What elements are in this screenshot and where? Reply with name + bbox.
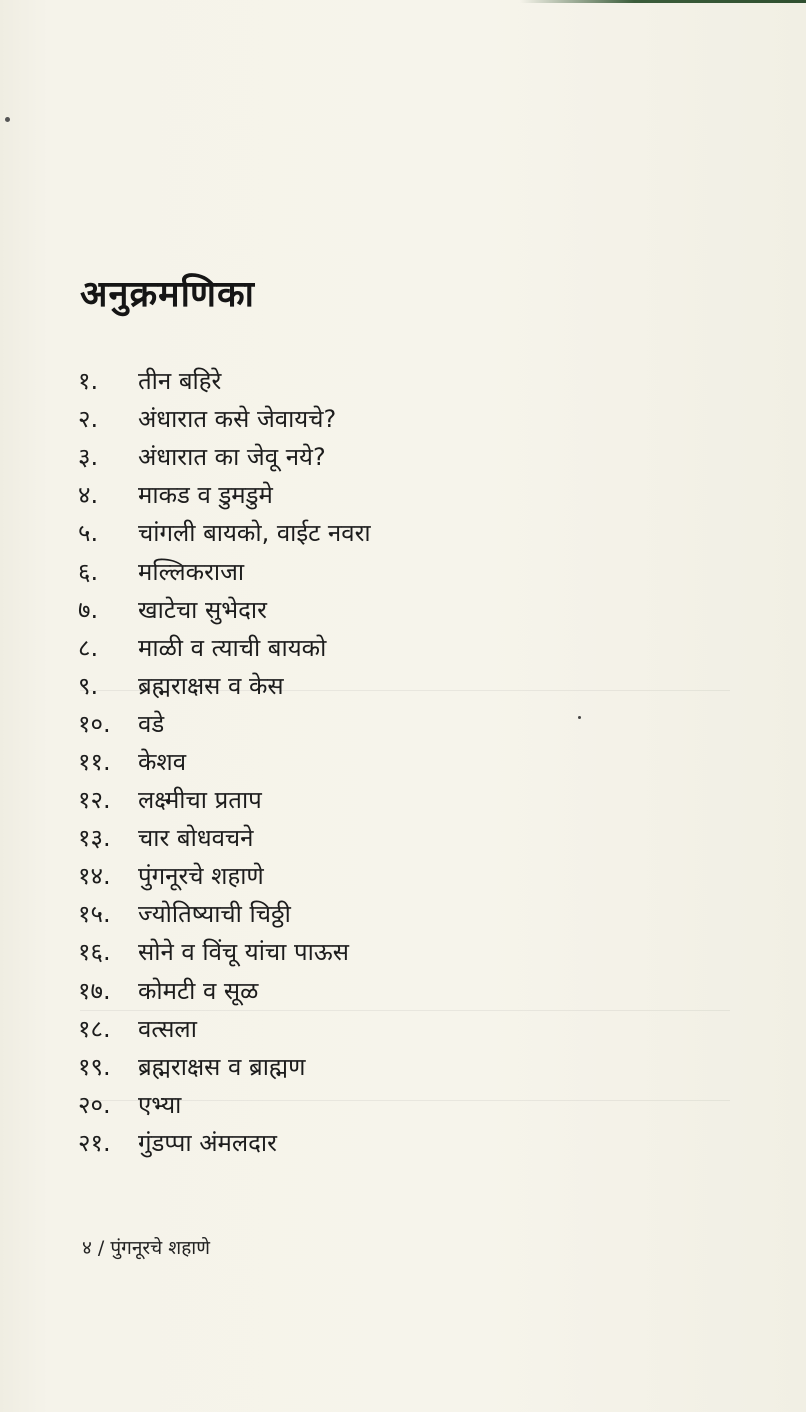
toc-entry-title: गुंडप्पा अंमलदार (138, 1128, 277, 1157)
toc-entry-title: तीन बहिरे (138, 367, 222, 396)
toc-entry-number: १. (78, 367, 99, 396)
toc-entry (78, 438, 638, 476)
toc-entry-number: ३. (78, 443, 99, 472)
toc-entry-number: १६. (78, 938, 111, 967)
toc-entry-number: २. (78, 405, 99, 434)
toc-entry-title: कोमटी व सूळ (138, 976, 259, 1005)
toc-entry-number: १७. (78, 976, 111, 1005)
toc-entry-title: पुंगनूरचे शहाणे (138, 862, 264, 891)
page-title: अनुक्रमणिका (80, 274, 255, 315)
page-top-edge (520, 0, 806, 3)
toc-entry-title: वडे (138, 709, 165, 738)
toc-entry-number: १४. (78, 862, 111, 891)
toc-entry (78, 933, 638, 971)
toc-entry-title: एभ्या (138, 1090, 182, 1119)
toc-entry (78, 591, 638, 629)
toc-entry-number: ९. (78, 671, 99, 700)
toc-entry-title: वत्सला (138, 1014, 197, 1043)
toc-entry-number: ४. (78, 481, 99, 510)
toc-entry (78, 781, 638, 819)
paper-speck (5, 117, 10, 122)
toc-entry-number: ११. (78, 747, 111, 776)
toc-entry-number: १२. (78, 786, 111, 815)
toc-entry (78, 819, 638, 857)
toc-entry-title: लक्ष्मीचा प्रताप (138, 786, 262, 815)
toc-entry (78, 857, 638, 895)
toc-entry (78, 1010, 638, 1048)
toc-entry (78, 476, 638, 514)
toc-entry-number: ७. (78, 595, 99, 624)
page-footer: ४ / पुंगनूरचे शहाणे (82, 1237, 210, 1259)
toc-entry-number: २१. (78, 1128, 111, 1157)
toc-entry-title: सोने व विंचू यांचा पाऊस (138, 938, 349, 967)
toc-entry (78, 514, 638, 552)
toc-entry-number: १५. (78, 900, 111, 929)
toc-entry (78, 1124, 638, 1162)
toc-entry (78, 1048, 638, 1086)
toc-entry (78, 362, 638, 400)
toc-entry-title: चांगली बायको, वाईट नवरा (138, 519, 371, 548)
toc-entry-title: ज्योतिष्याची चिठ्ठी (138, 900, 291, 929)
toc-entry-number: १३. (78, 824, 111, 853)
toc-entry (78, 629, 638, 667)
toc-entry-number: ६. (78, 557, 99, 586)
toc-entry (78, 400, 638, 438)
toc-entry-title: माकड व डुमडुमे (138, 481, 273, 510)
toc-entry (78, 895, 638, 933)
toc-entry-number: १८. (78, 1014, 111, 1043)
toc-entry (78, 972, 638, 1010)
toc-entry (78, 705, 638, 743)
toc-entry-number: २०. (78, 1090, 111, 1119)
toc-entry-title: अंधारात कसे जेवायचे? (138, 405, 337, 434)
toc-entry-title: ब्रह्मराक्षस व ब्राह्मण (138, 1052, 306, 1081)
toc-entry (78, 1086, 638, 1124)
toc-entry (78, 552, 638, 590)
toc-entry-title: चार बोधवचने (138, 824, 254, 853)
toc-entry (78, 743, 638, 781)
toc-entry-title: अंधारात का जेवू नये? (138, 443, 326, 472)
toc-entry-title: केशव (138, 747, 187, 776)
toc-entry-number: १९. (78, 1052, 111, 1081)
toc-entry-number: ५. (78, 519, 99, 548)
toc-entry-number: १०. (78, 709, 111, 738)
toc-entry-title: माळी व त्याची बायको (138, 633, 327, 662)
toc-entry-number: ८. (78, 633, 99, 662)
table-of-contents (78, 362, 638, 1162)
toc-entry (78, 667, 638, 705)
toc-entry-title: मल्लिकराजा (138, 557, 245, 586)
toc-entry-title: खाटेचा सुभेदार (138, 595, 267, 624)
toc-entry-title: ब्रह्मराक्षस व केस (138, 671, 284, 700)
